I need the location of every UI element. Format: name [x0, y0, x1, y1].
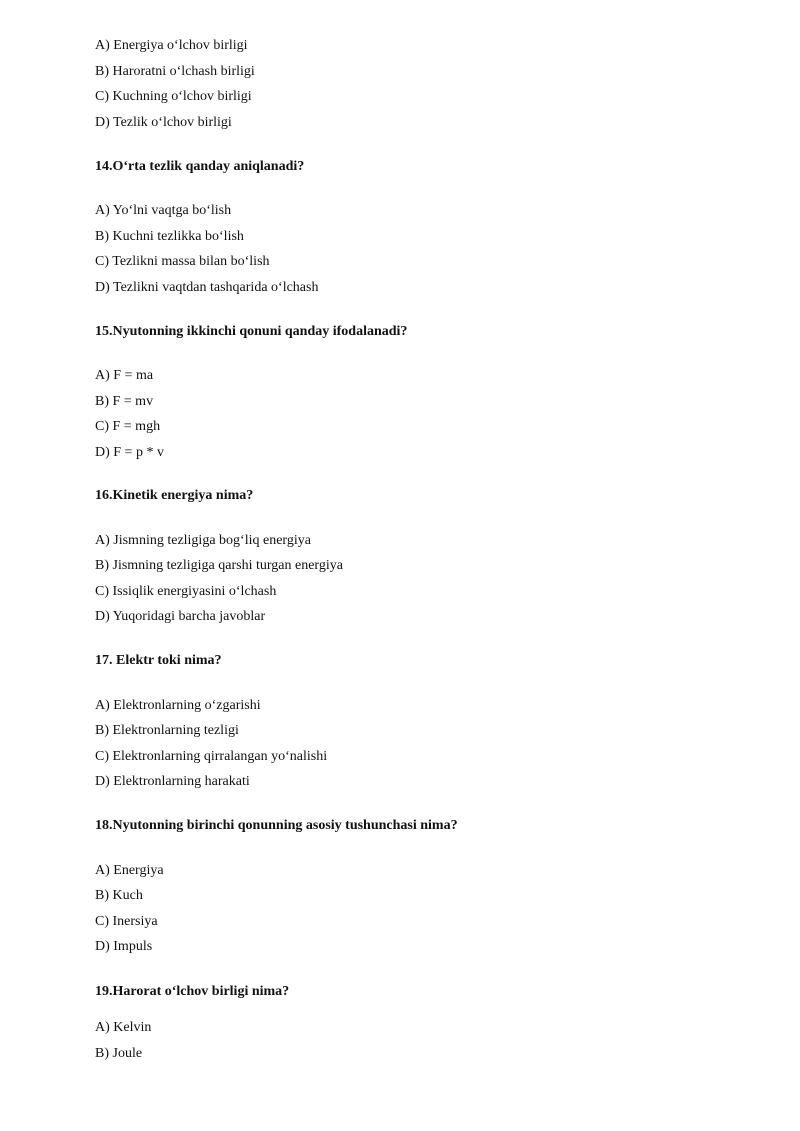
option-d: D) F = p * v — [95, 445, 164, 460]
question-19: 19.Harorat oʻlchov birligi nima? — [95, 984, 290, 999]
question-16: 16.Kinetik energiya nima? — [95, 488, 254, 503]
option-a: A) Energiya oʻlchov birligi — [95, 38, 248, 53]
option-c: C) Inersiya — [95, 914, 158, 929]
option-d: D) Elektronlarning harakati — [95, 774, 250, 789]
option-c: C) F = mgh — [95, 419, 161, 434]
option-d: D) Tezlik oʻlchov birligi — [95, 115, 232, 130]
option-a: A) Elektronlarning oʻzgarishi — [95, 698, 261, 713]
option-a: A) Jismning tezligiga bogʻliq energiya — [95, 533, 311, 548]
option-b: B) Kuch — [95, 888, 143, 903]
option-c: C) Elektronlarning qirralangan yoʻnalishi — [95, 749, 328, 764]
option-c: C) Tezlikni massa bilan boʻlish — [95, 254, 270, 269]
option-a: A) F = ma — [95, 368, 154, 383]
option-d: D) Impuls — [95, 939, 153, 954]
option-b: B) Elektronlarning tezligi — [95, 723, 239, 738]
option-b: B) Haroratni oʻlchash birligi — [95, 64, 255, 79]
option-c: C) Kuchning oʻlchov birligi — [95, 89, 252, 104]
question-18: 18.Nyutonning birinchi qonunning asosiy tushunchasi nima? — [95, 818, 458, 833]
question-14: 14.Oʻrta tezlik qanday aniqlanadi? — [95, 159, 305, 174]
question-17: 17. Elektr toki nima? — [95, 653, 222, 668]
option-a: A) Energiya — [95, 863, 164, 878]
option-d: D) Tezlikni vaqtdan tashqarida oʻlchash — [95, 280, 319, 295]
option-b: B) Kuchni tezlikka boʻlish — [95, 229, 244, 244]
option-d: D) Yuqoridagi barcha javoblar — [95, 609, 266, 624]
option-b: B) Joule — [95, 1046, 143, 1061]
option-b: B) Jismning tezligiga qarshi turgan energiya — [95, 558, 343, 573]
option-b: B) F = mv — [95, 394, 154, 409]
option-a: A) Kelvin — [95, 1020, 152, 1035]
option-a: A) Yoʻlni vaqtga boʻlish — [95, 203, 232, 218]
option-c: C) Issiqlik energiyasini oʻlchash — [95, 584, 277, 599]
question-15: 15.Nyutonning ikkinchi qonuni qanday ifodalanadi? — [95, 324, 408, 339]
